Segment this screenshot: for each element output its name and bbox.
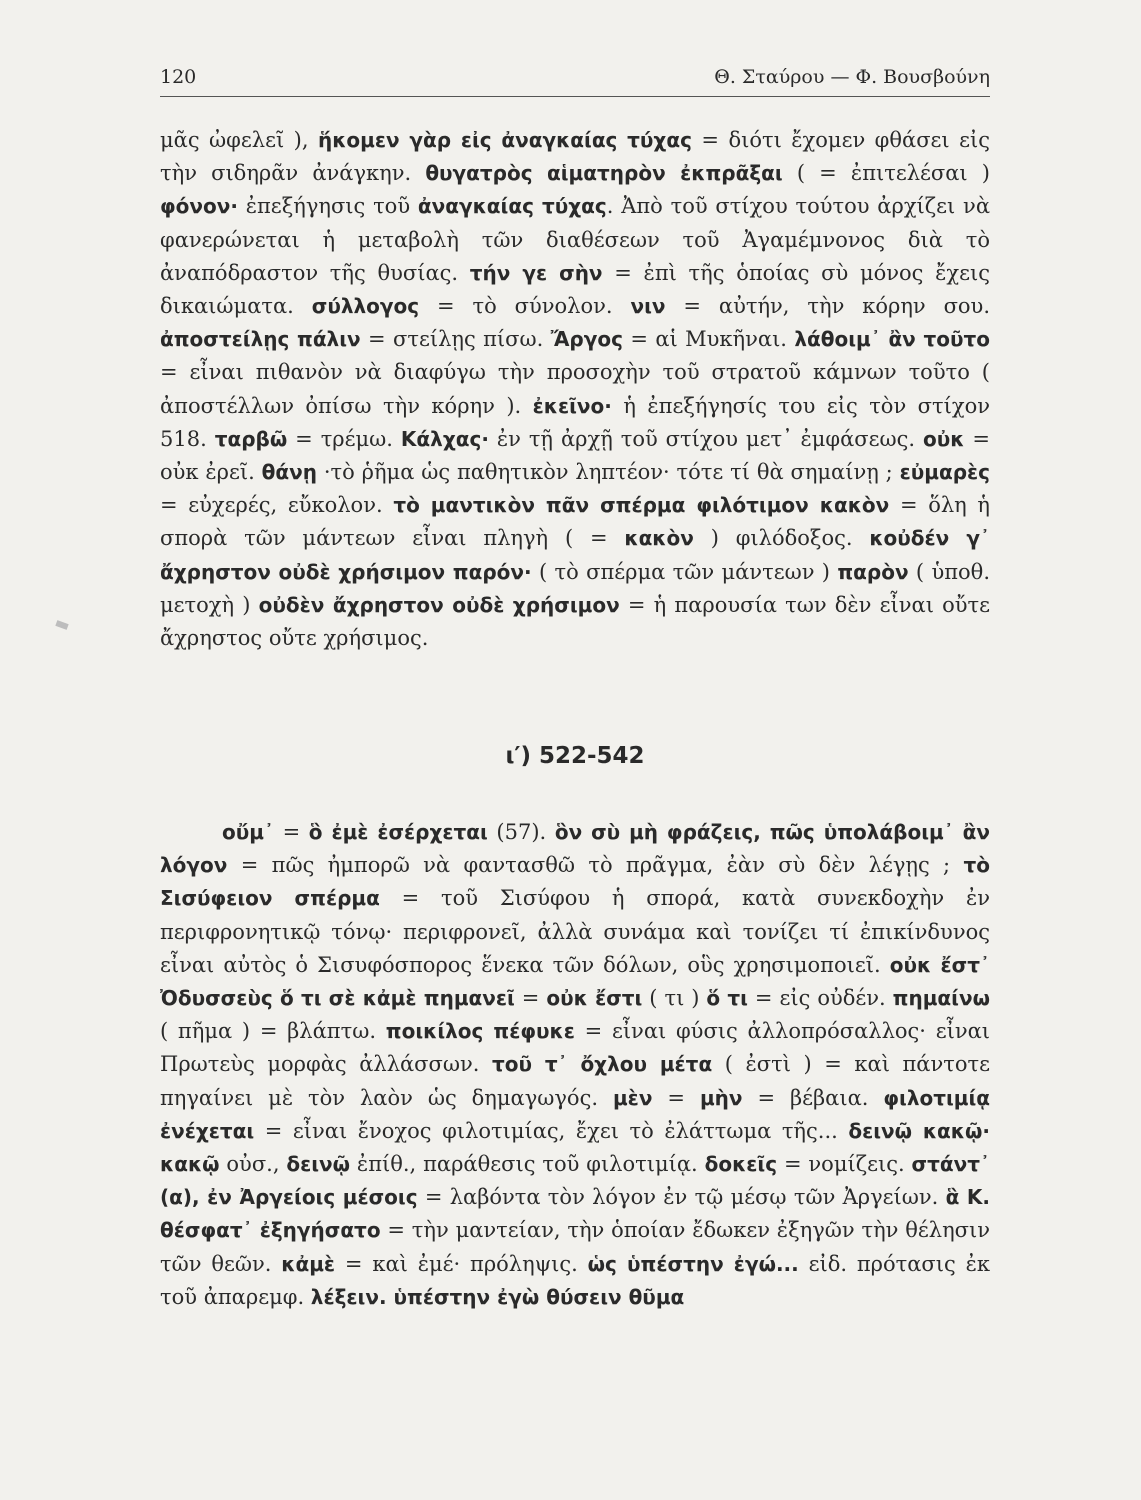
gloss-text: ·τὸ ῥῆμα ὡς παθητικὸν ληπτέον· τότε τί θὰ σημαίνῃ ; [316, 460, 900, 485]
gloss-text: = τὸ σύνολον. [419, 294, 631, 319]
gloss-text: = εἶναι φύσις ἀλλοπρόσαλλος· εἶναι Πρωτεὺς μορφὰς ἀλλάσσων. [160, 1019, 991, 1077]
lemma-term: θυγατρὸς αἱματηρὸν ἐκπρᾶξαι [425, 161, 783, 186]
gloss-text: (57). [487, 820, 555, 844]
gloss-text: = ὅλη ἡ σπορὰ τῶν μάντεων εἶναι πληγὴ ( = [160, 493, 990, 551]
gloss-text: = οὐκ ἐρεῖ. [160, 426, 991, 485]
lemma-term: κακὸν [624, 526, 694, 551]
gloss-text: = [514, 986, 547, 1011]
gloss-text: = αὐτήν, τὴν κόρην σου. [665, 294, 990, 319]
gloss-text: μᾶς ὠφελεῖ ), [160, 128, 318, 152]
gloss-text: ἐπίθ., παράθεσις τοῦ φιλοτιμίᾳ. [350, 1152, 705, 1177]
lemma-term: οὔμ᾽ [222, 820, 274, 844]
lemma-term: ὡς ὑπέστην ἐγώ... [587, 1251, 799, 1276]
gloss-text: . Ἀπὸ τοῦ στίχου τούτου ἀρχίζει νὰ φανερώνεται ἡ μεταβολὴ τῶν διαθέσεων τοῦ Ἀγαμέμνονος διὰ τὸ ἀναπόδραστον τῆς θυσίας. [160, 194, 990, 285]
lemma-term: νιν [630, 294, 666, 319]
lemma-term: τοῦ τ᾽ ὄχλου μέτα [491, 1052, 713, 1077]
lemma-term: κοὐδέν γ᾽ ἄχρηστον οὐδὲ χρήσιμον παρόν· [160, 526, 990, 584]
gloss-text: ( ὑποθ. μετοχὴ ) [160, 559, 990, 617]
lemma-term: στάντ᾽ (α), ἐν Ἀργείοις μέσοις [160, 1152, 990, 1210]
gloss-text: = στείλῃς πίσω. [360, 327, 551, 352]
lemma-term: οὐδὲν ἄχρηστον οὐδὲ χρήσιμον [258, 592, 620, 617]
gloss-text: = νομίζεις. [777, 1152, 912, 1177]
gloss-text: ( τι ) [642, 986, 707, 1011]
running-head: Θ. Σταύρου — Φ. Βουσβούνη [714, 66, 990, 88]
gloss-text: ) φιλόδοξος. [693, 526, 870, 551]
gloss-text: ( = ἐπιτελέσαι ) [782, 161, 990, 186]
commentary-paragraph-1 [160, 124, 990, 655]
lemma-term: φιλοτιμίᾳ ἐνέχεται [160, 1085, 991, 1143]
lemma-term: δοκεῖς [704, 1152, 778, 1177]
lemma-term: δεινῷ κακῷ· κακῷ [160, 1118, 990, 1177]
lemma-term: κἀμὲ [281, 1251, 336, 1276]
lemma-term: τὸ Σισύφειον σπέρμα [160, 853, 990, 911]
lemma-term: θάνῃ [261, 460, 317, 485]
gloss-text: = ἡ παρουσία των δὲν εἶναι οὔτε ἄχρηστος οὔτε χρήσιμος. [160, 592, 991, 651]
gloss-text: ( ἐστὶ ) = καὶ πάντοτε πηγαίνει μὲ τὸν λαὸν ὡς δημαγωγός. [160, 1052, 990, 1110]
lemma-term: ἐκεῖνο· [532, 393, 612, 418]
lemma-term: πημαίνω [892, 986, 990, 1011]
lemma-term: μὲν [612, 1085, 653, 1110]
lemma-term: Ἄργος [550, 327, 623, 352]
lemma-term: εὐμαρὲς [899, 460, 990, 485]
gloss-text: εἰδ. πρότασις ἐκ τοῦ ἀπαρεμφ. [160, 1251, 990, 1309]
lemma-term: τὸ μαντικὸν πᾶν σπέρμα φιλότιμον κακὸν [393, 493, 890, 518]
gloss-text: = καὶ ἐμέ· πρόληψις. [335, 1251, 588, 1276]
lemma-term: ἥκομεν γὰρ εἰς ἀναγκαίας τύχας [317, 128, 692, 152]
gloss-text: = βέβαια. [742, 1085, 884, 1110]
lemma-term: παρὸν [837, 559, 909, 584]
gloss-text: = πῶς ἠμπορῶ νὰ φαντασθῶ τὸ πρᾶγμα, ἐὰν σὺ δὲν λέγῃς ; [227, 853, 964, 878]
lemma-term: λάθοιμ᾽ ἂν τοῦτο [794, 327, 990, 352]
lemma-term: φόνον· [160, 194, 238, 219]
lemma-term: οὐκ ἔστι [546, 986, 643, 1011]
gloss-text: = εὐχερές, εὔκολον. [160, 493, 394, 518]
lemma-term: ὃν σὺ μὴ φράζεις, πῶς ὑπολάβοιμ᾽ ἂν λόγον [160, 820, 990, 878]
lemma-term: οὐκ [923, 426, 965, 451]
lemma-term: οὐκ ἔστ᾽ Ὀδυσσεὺς ὅ τι σὲ κἀμὲ πημανεῖ [160, 952, 990, 1011]
lemma-term: τήν γε σὴν [469, 260, 603, 285]
gloss-text: = διότι ἔχομεν φθάσει εἰς τὴν σιδηρᾶν ἀνάγκην. [160, 128, 990, 186]
gloss-text: = τὴν μαντείαν, τὴν ὁποίαν ἔδωκεν ἐξηγῶν τὴν θέλησιν τῶν θεῶν. [160, 1218, 991, 1276]
gloss-text: = τρέμω. [287, 426, 401, 451]
section-heading: ι′) 522-542 [505, 743, 645, 769]
gloss-text: ἡ ἐπεξήγησίς του εἰς τὸν στίχον 518. [160, 393, 990, 451]
gloss-text: = αἱ Μυκῆναι. [622, 327, 795, 352]
gloss-text: = ἐπὶ τῆς ὁποίας σὺ μόνος ἔχεις δικαιώματα. [160, 260, 991, 319]
lemma-term: ἀναγκαίας τύχας [417, 194, 607, 219]
lemma-term: ταρβῶ [214, 426, 288, 451]
lemma-term: δεινῷ [286, 1152, 351, 1177]
lemma-term: ποικίλος πέφυκε [385, 1019, 575, 1044]
gloss-text: ἐπεξήγησις τοῦ [237, 194, 418, 219]
page-number: 120 [160, 66, 197, 88]
lemma-term: Κάλχας· [400, 426, 489, 451]
lemma-term: ὅ τι [706, 986, 748, 1011]
gloss-text: = [652, 1085, 700, 1110]
gloss-text: = εἶναι πιθανὸν νὰ διαφύγω τὴν προσοχὴν τοῦ στρατοῦ κάμνων τοῦτο ( ἀποστέλλων ὀπίσω τὴν κόρην ). [160, 360, 990, 418]
page-header [160, 62, 990, 97]
gloss-text: = τοῦ Σισύφου ἡ σπορά, κατὰ συνεκδοχὴν ἐν περιφρονητικῷ τόνῳ· περιφρονεῖ, ἀλλὰ συνάμα καὶ τονίζει τί ἐπικίνδυνος εἶναι αὐτὸς ὁ Σισυφόσπορος ἕνεκα τῶν δόλων, οὓς χρησιμοποιεῖ. [160, 886, 990, 977]
lemma-term: ἃ Κ. θέσφατ᾽ ἐξηγήσατο [160, 1185, 990, 1243]
gloss-text: ἐν τῇ ἀρχῇ τοῦ στίχου μετ᾽ ἐμφάσεως. [488, 426, 924, 451]
gloss-text: = εἶναι ἔνοχος φιλοτιμίας, ἔχει τὸ ἐλάττωμα τῆς... [254, 1118, 849, 1143]
lemma-term: σύλλογος [311, 294, 420, 319]
commentary-paragraph-2 [160, 816, 990, 1314]
gloss-text: οὐσ., [219, 1152, 287, 1177]
gloss-text: ( τὸ σπέρμα τῶν μάντεων ) [531, 559, 838, 584]
gloss-text: = λαβόντα τὸν λόγον ἐν τῷ μέσῳ τῶν Ἀργείων. [417, 1185, 946, 1210]
lemma-term: ἀποστείλῃς πάλιν [160, 327, 361, 352]
gloss-text: ( πῆμα ) = βλάπτω. [160, 1019, 386, 1044]
lemma-term: ὃ ἐμὲ ἐσέρχεται [308, 820, 488, 844]
gloss-text: = εἰς οὐδέν. [747, 986, 893, 1011]
lemma-term: μὴν [699, 1085, 743, 1110]
lemma-term: λέξειν. ὑπέστην ἐγὼ θύσειν θῦμα [310, 1284, 685, 1309]
margin-mark [55, 620, 68, 630]
gloss-text: = [273, 820, 309, 844]
